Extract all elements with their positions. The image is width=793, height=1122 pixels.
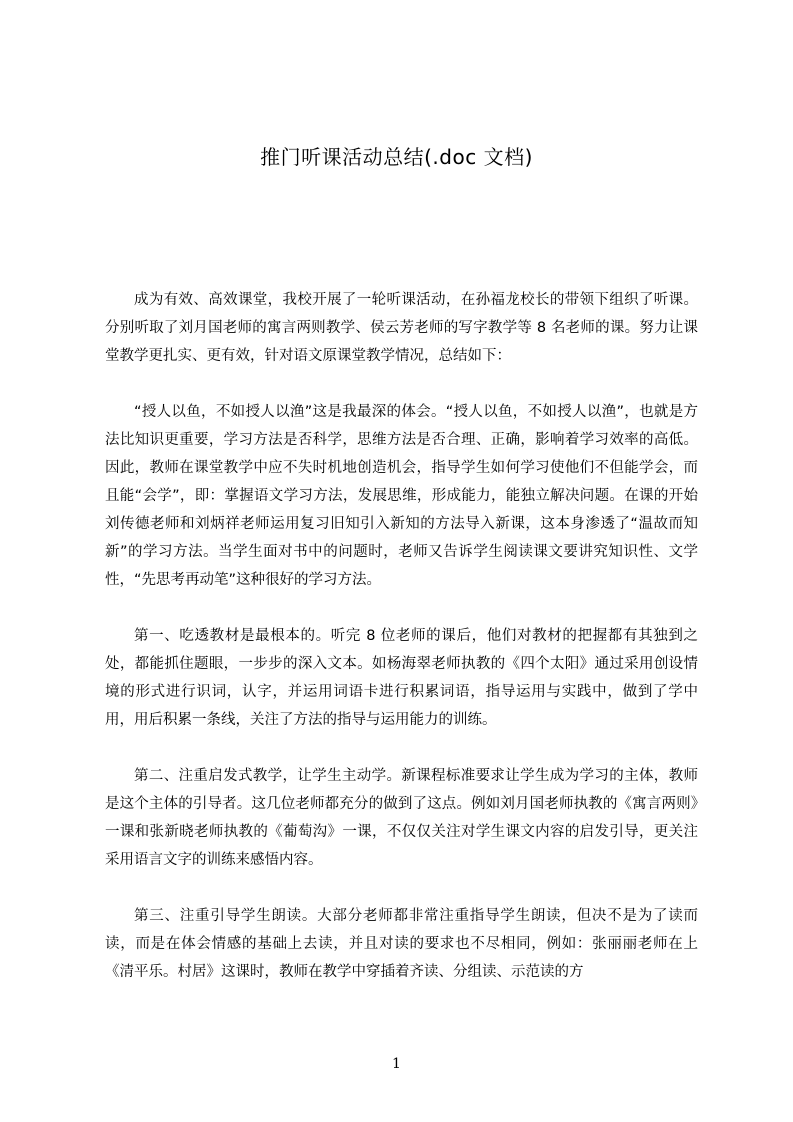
paragraph-teach-fishing: “授人以鱼，不如授人以渔”这是我最深的体会。“授人以鱼，不如授人以渔”，也就是方法比知识更重要，学习方法是否科学，思维方法是否合理、正确，影响着学习效率的高低。因此，教师在课堂教学中应不失时机地创造机会，指导学生如何学习使他们不但能学会，而且能“会学”，即：掌握语文学习方法，发展思维，形成能力，能独立解决问题。在课的开始刘传德老师和刘炳祥老师运用复习旧知引入新知的方法导入新课，这本身渗透了“温故而知新”的学习方法。当学生面对书中的问题时，老师又告诉学生阅读课文要讲究知识性、文学性，“先思考再动笔”这种很好的学习方法。 (105, 404, 698, 588)
paragraph-intro: 成为有效、高效课堂，我校开展了一轮听课活动，在孙福龙校长的带领下组织了听课。分别听取了刘月国老师的寓言两则教学、侯云芳老师的写字教学等 8 名老师的课。努力让课堂教学更扎实、更有效，针对语文原课堂教学情况，总结如下： (105, 292, 698, 364)
document-body (105, 286, 698, 1014)
document-title: 推门听课活动总结(.doc 文档) (260, 145, 533, 169)
paragraph-point-two: 第二、注重启发式教学，让学生主动学。新课程标准要求让学生成为学习的主体，教师是这个主体的引导者。这几位老师都充分的做到了这点。例如刘月国老师执教的《寓言两则》一课和张新晓老师执教的《葡萄沟》一课，不仅仅关注对学生课文内容的启发引导，更关注采用语言文字的训练来感悟内容。 (105, 768, 698, 868)
paragraph-point-one: 第一、吃透教材是最根本的。听完 8 位老师的课后，他们对教材的把握都有其独到之处，都能抓住题眼，一步步的深入文本。如杨海翠老师执教的《四个太阳》通过采用创设情境的形式进行识词，认字，并运用词语卡进行积累词语，指导运用与实践中，做到了学中用，用后积累一条线，关注了方法的指导与运用能力的训练。 (105, 628, 698, 728)
paragraph-point-three: 第三、注重引导学生朗读。大部分老师都非常注重指导学生朗读，但决不是为了读而读，而是在体会情感的基础上去读，并且对读的要求也不尽相同，例如：张丽丽老师在上《清平乐。村居》这课时，教师在教学中穿插着齐读、分组读、示范读的方 (105, 908, 698, 980)
page-number: 1 (392, 1056, 401, 1072)
